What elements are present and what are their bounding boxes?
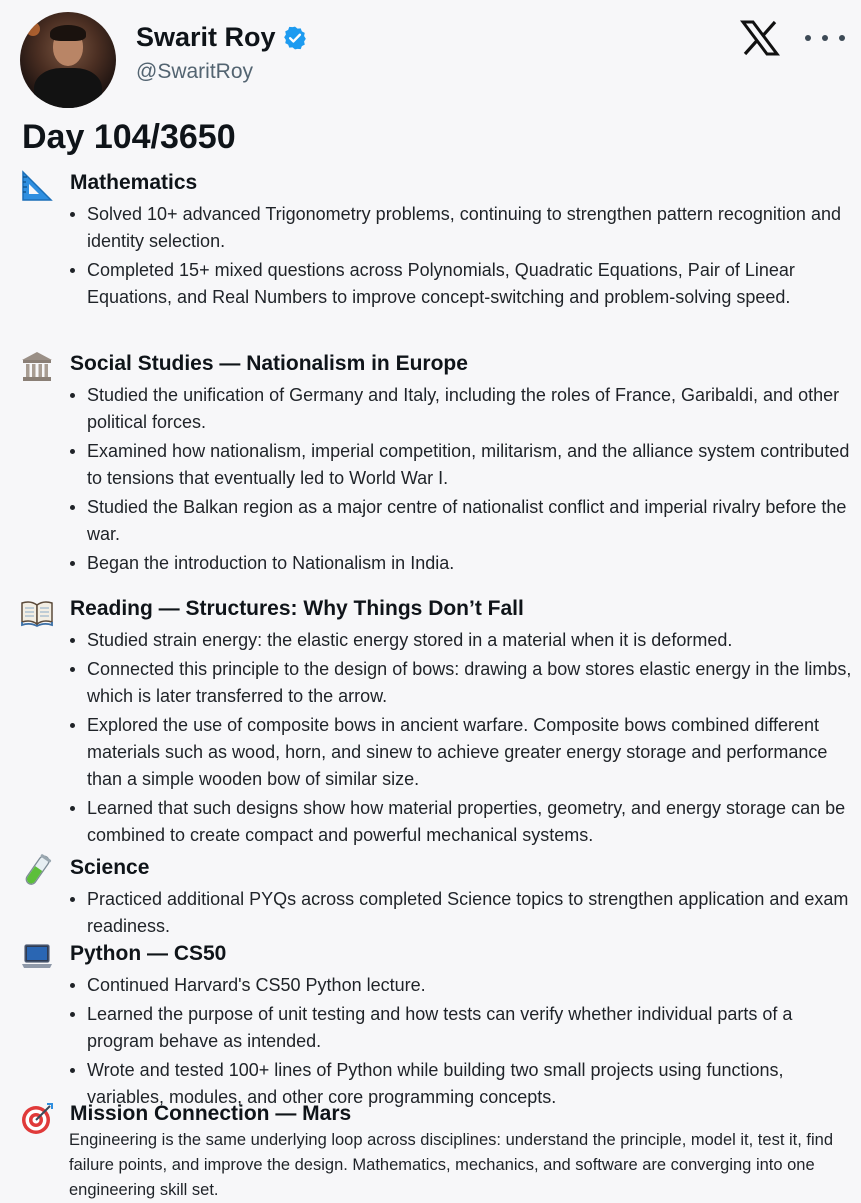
section-heading: Mathematics [70,171,198,194]
laptop-icon [20,940,54,974]
list-item: Connected this principle to the design of bows: drawing a bow stores elastic energy in the limbs, which is later transferred to the arrow. [66,656,856,710]
avatar[interactable] [20,12,116,108]
verified-badge-icon [282,25,308,51]
mission-paragraph: Engineering is the same underlying loop across disciplines: understand the principle, model it, test it, find failure points, and improve the design. Mathematics, mechanics, and software are converging into one engineering skill set. [69,1131,834,1199]
more-dot [839,35,845,41]
post-title: Day 104/3650 [22,118,236,156]
section-heading: Social Studies — Nationalism in Europe [70,352,468,375]
list-item: Solved 10+ advanced Trigonometry problems, continuing to strengthen pattern recognition and identity selection. [66,201,856,255]
bullseye-icon [20,1102,54,1136]
section-heading: Mission Connection — Mars [70,1102,352,1125]
avatar-background-light [26,22,40,36]
bullet-list [66,627,856,851]
section-heading: Reading — Structures: Why Things Don’t Fall [70,597,524,620]
classical-building-icon [20,350,54,384]
more-dot [822,35,828,41]
more-dot [805,35,811,41]
more-options-icon[interactable] [805,23,845,53]
list-item: Wrote and tested 100+ lines of Python while building two small projects using functions, variables, modules, and other core programming concepts. [66,1057,856,1111]
x-logo-icon[interactable] [740,20,780,56]
test-tube-icon [20,854,54,888]
author-handle[interactable]: @SwaritRoy [136,60,254,83]
post-header [0,0,861,110]
list-item: Learned the purpose of unit testing and how tests can verify whether individual parts of a program behave as intended. [66,1001,856,1055]
list-item: Studied the Balkan region as a major centre of nationalist conflict and imperial rivalry before the war. [66,494,856,548]
avatar-hair [50,25,86,41]
list-item: Explored the use of composite bows in ancient warfare. Composite bows combined different materials such as wood, horn, and sinew to achieve greater energy storage and performance than a simple wooden bow of similar size. [66,712,856,793]
list-item: Studied the unification of Germany and Italy, including the roles of France, Garibaldi, and other political forces. [66,382,856,436]
section-heading: Python — CS50 [70,942,227,965]
list-item: Completed 15+ mixed questions across Polynomials, Quadratic Equations, Pair of Linear Equations, and Real Numbers to improve concept-switching and problem-solving speed. [66,257,856,311]
avatar-shirt [34,68,102,108]
list-item: Learned that such designs show how material properties, geometry, and energy storage can be combined to create compact and powerful mechanical systems. [66,795,856,849]
bullet-list [66,382,856,579]
bullet-list [66,201,856,313]
section-heading: Science [70,856,150,879]
bullet-list [66,886,856,942]
author-name[interactable]: Swarit Roy [136,22,276,52]
open-book-icon [20,595,54,629]
list-item: Practiced additional PYQs across completed Science topics to strengthen application and exam readiness. [66,886,856,940]
author-name-row [136,22,308,53]
list-item: Studied strain energy: the elastic energy stored in a material when it is deformed. [66,627,856,654]
list-item: Examined how nationalism, imperial competition, militarism, and the alliance system contributed to tensions that eventually led to World War I. [66,438,856,492]
bullet-list [66,972,856,1113]
list-item: Began the introduction to Nationalism in India. [66,550,856,577]
triangle-ruler-icon [20,169,54,203]
list-item: Continued Harvard's CS50 Python lecture. [66,972,856,999]
